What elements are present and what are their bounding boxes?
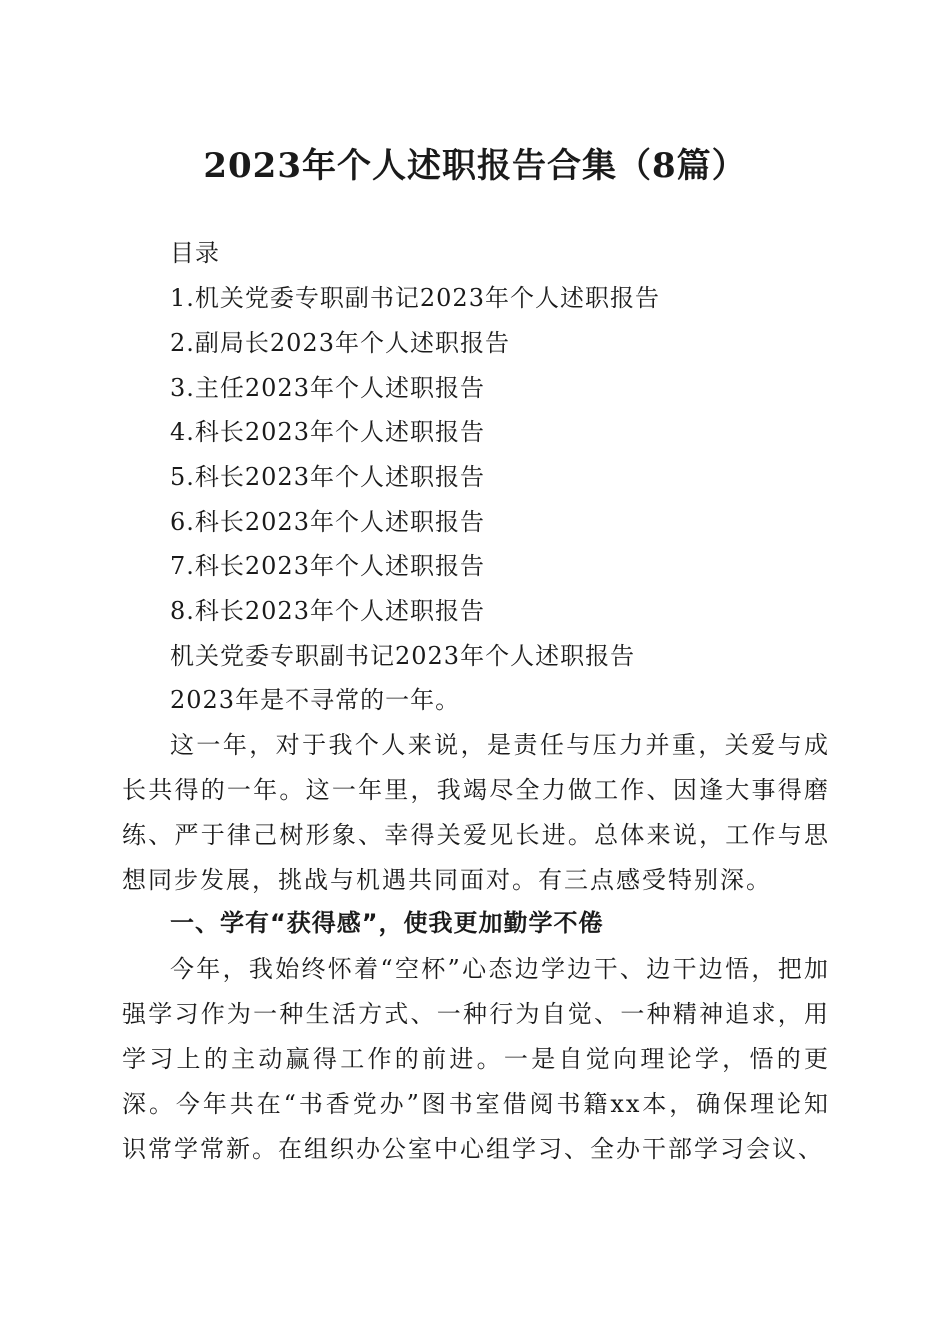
toc-item-7: 7.科长2023年个人述职报告 [170,552,485,580]
toc-item-8: 8.科长2023年个人述职报告 [170,597,485,625]
section-heading-1: 一、学有“获得感”，使我更加勤学不倦 [170,909,604,937]
article-title: 机关党委专职副书记2023年个人述职报告 [170,642,636,670]
toc-label: 目录 [170,239,220,267]
toc-item-2: 2.副局长2023年个人述职报告 [170,329,510,357]
toc-item-3: 3.主任2023年个人述职报告 [170,374,485,402]
article-paragraph-2: 今年，我始终怀着“空杯”心态边学边干、边干边悟，把加强学习作为一种生活方式、一种行为自觉、一种精神追求，用学习上的主动赢得工作的前进。一是自觉向理论学，悟的更深。今年共在“书香党办”图书室借阅书籍xx本，确保理论知识常学常新。在组织办公室中心组学习、全办干部学习会议、 [122,955,830,1163]
toc-item-5: 5.科长2023年个人述职报告 [170,463,485,491]
document-title: 2023年个人述职报告合集（8篇） [203,146,747,186]
article-intro: 2023年是不寻常的一年。 [170,686,461,714]
toc-item-6: 6.科长2023年个人述职报告 [170,508,485,536]
toc-item-4: 4.科长2023年个人述职报告 [170,418,485,446]
toc-item-1: 1.机关党委专职副书记2023年个人述职报告 [170,284,660,312]
article-paragraph-1: 这一年，对于我个人来说，是责任与压力并重，关爱与成长共得的一年。这一年里，我竭尽全力做工作、因逢大事得磨练、严于律己树形象、幸得关爱见长进。总体来说，工作与思想同步发展，挑战与机遇共同面对。有三点感受特别深。 [122,731,830,894]
